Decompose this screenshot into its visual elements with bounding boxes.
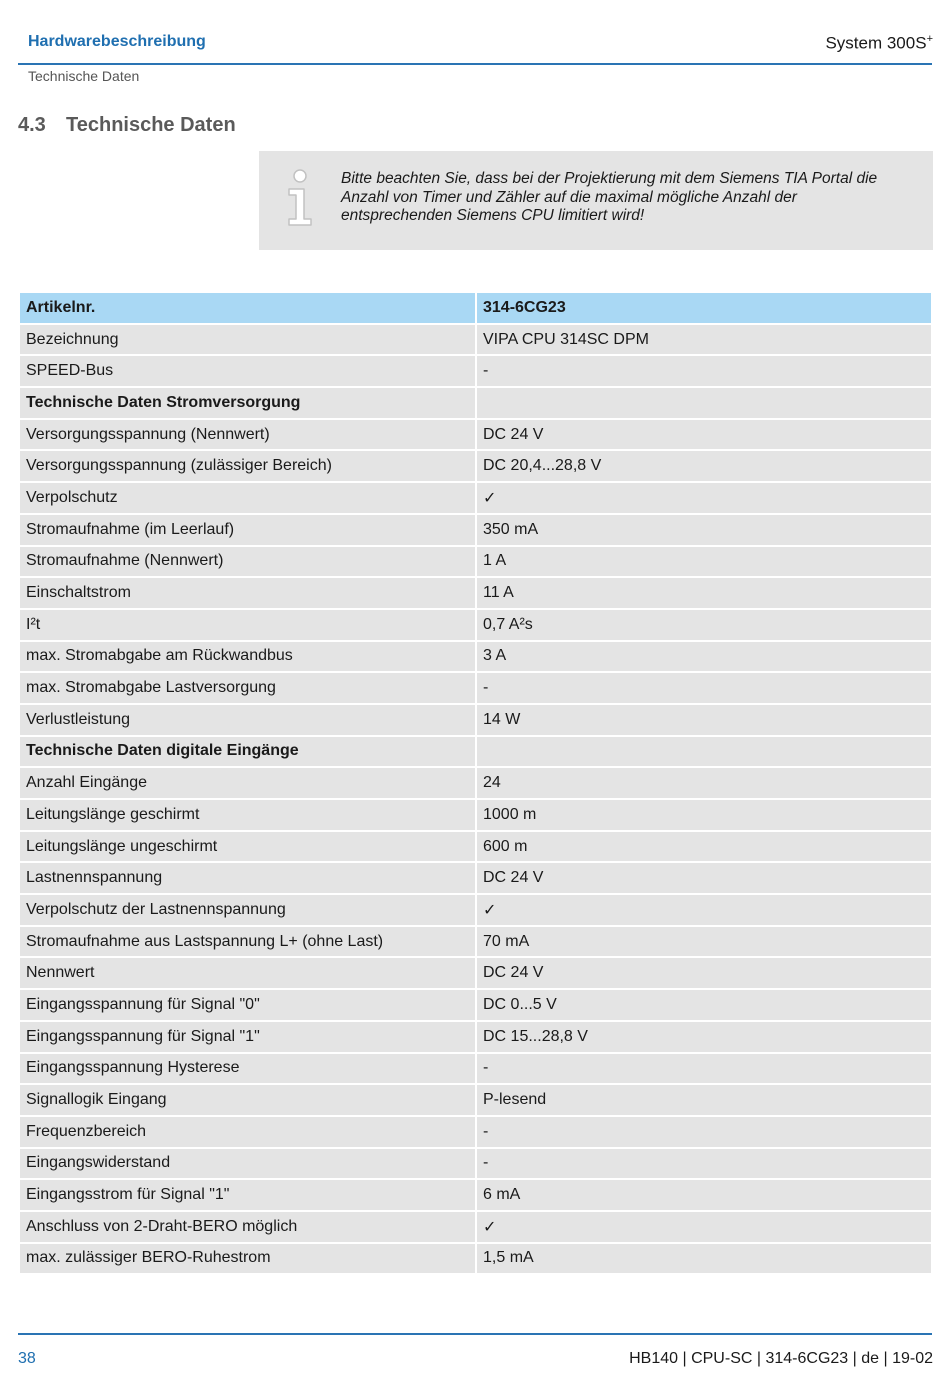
table-row bbox=[20, 1149, 931, 1181]
row-label: Versorgungsspannung (Nennwert) bbox=[20, 420, 475, 452]
row-value: DC 0...5 V bbox=[477, 990, 931, 1022]
table-row bbox=[20, 1180, 931, 1212]
row-label: Technische Daten digitale Eingänge bbox=[20, 737, 475, 769]
row-value: 1,5 mA bbox=[477, 1244, 931, 1276]
row-label: Eingangswiderstand bbox=[20, 1149, 475, 1181]
row-value: 11 A bbox=[477, 578, 931, 610]
row-value: P-lesend bbox=[477, 1085, 931, 1117]
table-row bbox=[20, 927, 931, 959]
row-value: 24 bbox=[477, 768, 931, 800]
row-value: DC 24 V bbox=[477, 863, 931, 895]
table-row bbox=[20, 1022, 931, 1054]
row-label: Einschaltstrom bbox=[20, 578, 475, 610]
table-row bbox=[20, 356, 931, 388]
row-label: Leitungslänge ungeschirmt bbox=[20, 832, 475, 864]
table-row bbox=[20, 1212, 931, 1244]
table-row bbox=[20, 1054, 931, 1086]
table-row bbox=[20, 832, 931, 864]
row-label: max. Stromabgabe am Rückwandbus bbox=[20, 642, 475, 674]
row-value: 14 W bbox=[477, 705, 931, 737]
table-row bbox=[20, 895, 931, 927]
row-label: Signallogik Eingang bbox=[20, 1085, 475, 1117]
row-label: Eingangsstrom für Signal "1" bbox=[20, 1180, 475, 1212]
table-row bbox=[20, 1085, 931, 1117]
table-row bbox=[20, 863, 931, 895]
table-row bbox=[20, 420, 931, 452]
table-row bbox=[20, 547, 931, 579]
row-label: Technische Daten Stromversorgung bbox=[20, 388, 475, 420]
row-label: Anzahl Eingänge bbox=[20, 768, 475, 800]
row-label: Nennwert bbox=[20, 958, 475, 990]
section-number: 4.3 bbox=[18, 114, 46, 136]
row-value: DC 20,4...28,8 V bbox=[477, 451, 931, 483]
row-label: Anschluss von 2-Draht-BERO möglich bbox=[20, 1212, 475, 1244]
row-value: 3 A bbox=[477, 642, 931, 674]
row-value: DC 24 V bbox=[477, 420, 931, 452]
row-value: DC 15...28,8 V bbox=[477, 1022, 931, 1054]
row-value: 350 mA bbox=[477, 515, 931, 547]
header-system-name bbox=[825, 33, 933, 54]
table-row bbox=[20, 958, 931, 990]
row-value bbox=[477, 388, 931, 420]
table-row bbox=[20, 768, 931, 800]
row-value: VIPA CPU 314SC DPM bbox=[477, 325, 931, 357]
table-header-row bbox=[20, 293, 931, 325]
spec-table bbox=[18, 293, 933, 1275]
table-row bbox=[20, 610, 931, 642]
row-label: Eingangsspannung für Signal "1" bbox=[20, 1022, 475, 1054]
row-value: ✓ bbox=[477, 895, 931, 927]
system-name-sup: + bbox=[926, 33, 933, 45]
row-value: - bbox=[477, 1117, 931, 1149]
section-title: Technische Daten bbox=[66, 114, 236, 136]
table-row bbox=[20, 578, 931, 610]
info-icon bbox=[283, 169, 317, 229]
header-title: Hardwarebeschreibung bbox=[28, 33, 206, 50]
table-row bbox=[20, 1244, 931, 1276]
table-row bbox=[20, 1117, 931, 1149]
table-row bbox=[20, 515, 931, 547]
row-label: Leitungslänge geschirmt bbox=[20, 800, 475, 832]
table-row bbox=[20, 325, 931, 357]
row-label: Versorgungsspannung (zulässiger Bereich) bbox=[20, 451, 475, 483]
row-label: SPEED-Bus bbox=[20, 356, 475, 388]
row-value: 1000 m bbox=[477, 800, 931, 832]
row-label: max. Stromabgabe Lastversorgung bbox=[20, 673, 475, 705]
row-value: - bbox=[477, 1149, 931, 1181]
footer-divider bbox=[18, 1333, 932, 1335]
note-text: Bitte beachten Sie, dass bei der Projektierung mit dem Siemens TIA Portal die Anzahl von Timer und Zähler auf die maximal mögliche Anzahl der entsprechenden Siemens CPU limitiert wird! bbox=[341, 170, 878, 224]
row-label: max. zulässiger BERO-Ruhestrom bbox=[20, 1244, 475, 1276]
row-value: 70 mA bbox=[477, 927, 931, 959]
row-label: Verpolschutz bbox=[20, 483, 475, 515]
row-label: Verpolschutz der Lastnennspannung bbox=[20, 895, 475, 927]
row-value: - bbox=[477, 673, 931, 705]
table-row bbox=[20, 451, 931, 483]
info-note bbox=[259, 151, 933, 250]
table-row bbox=[20, 483, 931, 515]
row-label: Verlustleistung bbox=[20, 705, 475, 737]
page-number: 38 bbox=[18, 1350, 36, 1367]
table-row bbox=[20, 737, 931, 769]
row-value: 600 m bbox=[477, 832, 931, 864]
row-label: I²t bbox=[20, 610, 475, 642]
row-value: DC 24 V bbox=[477, 958, 931, 990]
row-value: - bbox=[477, 1054, 931, 1086]
row-label: Lastnennspannung bbox=[20, 863, 475, 895]
row-value: 6 mA bbox=[477, 1180, 931, 1212]
table-header-cell: 314-6CG23 bbox=[477, 293, 931, 325]
row-value: - bbox=[477, 356, 931, 388]
row-label: Stromaufnahme (Nennwert) bbox=[20, 547, 475, 579]
section-heading bbox=[18, 114, 236, 137]
row-value: 1 A bbox=[477, 547, 931, 579]
table-row bbox=[20, 388, 931, 420]
header-divider bbox=[18, 63, 932, 65]
row-label: Stromaufnahme (im Leerlauf) bbox=[20, 515, 475, 547]
row-label: Bezeichnung bbox=[20, 325, 475, 357]
row-label: Eingangsspannung Hysterese bbox=[20, 1054, 475, 1086]
table-row bbox=[20, 705, 931, 737]
table-row bbox=[20, 990, 931, 1022]
system-name-text: System 300S bbox=[825, 33, 927, 53]
row-value: ✓ bbox=[477, 483, 931, 515]
row-value: ✓ bbox=[477, 1212, 931, 1244]
row-label: Eingangsspannung für Signal "0" bbox=[20, 990, 475, 1022]
row-value bbox=[477, 737, 931, 769]
header-subtitle: Technische Daten bbox=[28, 68, 140, 84]
table-row bbox=[20, 642, 931, 674]
row-value: 0,7 A²s bbox=[477, 610, 931, 642]
table-row bbox=[20, 800, 931, 832]
table-header-cell: Artikelnr. bbox=[20, 293, 475, 325]
table-row bbox=[20, 673, 931, 705]
row-label: Stromaufnahme aus Lastspannung L+ (ohne Last) bbox=[20, 927, 475, 959]
row-label: Frequenzbereich bbox=[20, 1117, 475, 1149]
footer-doc-info: HB140 | CPU-SC | 314-6CG23 | de | 19-02 bbox=[629, 1350, 933, 1367]
